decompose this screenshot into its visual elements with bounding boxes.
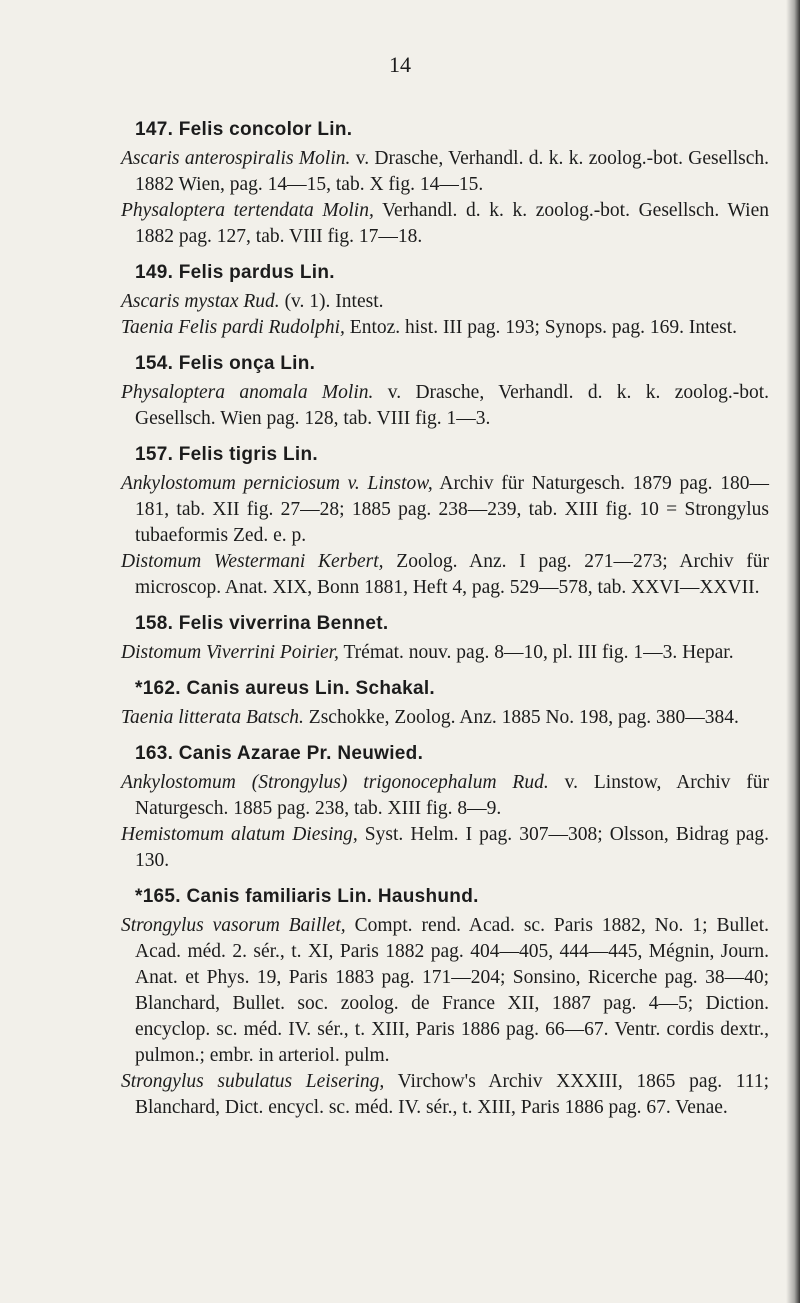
parasite-citation — [121, 198, 769, 250]
parasite-citation — [121, 549, 769, 601]
parasite-name: Taenia litterata Batsch. — [121, 707, 304, 728]
citation-reference: Trémat. nouv. pag. 8—10, pl. III fig. 1—3. Hepar. — [338, 642, 734, 663]
citation-reference: (v. 1). Intest. — [279, 291, 384, 312]
entry-heading: *162. Canis aureus Lin. Schakal. — [135, 678, 436, 699]
citation-reference: Archiv für Naturgesch. 1879 pag. 180—181, tab. XII fig. 27—28; 1885 pag. 238—239, tab. XIII fig. 10 = Strongylus tubaeformis Zed. e. p. — [135, 473, 769, 546]
citation-reference: Syst. Helm. I pag. 307—308; Olsson, Bidrag pag. 130. — [135, 824, 769, 871]
parasite-citation — [121, 913, 769, 1069]
parasite-name: Ascaris anterospiralis Molin. — [121, 148, 351, 169]
host-entry — [121, 742, 769, 874]
parasite-name: Distomum Viverrini Poirier, — [121, 642, 339, 663]
citation-reference: Zoolog. Anz. I pag. 271—273; Archiv für microscop. Anat. XIX, Bonn 1881, Heft 4, pag. 529—578, tab. XXVI—XXVII. — [135, 551, 769, 598]
page-number: 14 — [389, 52, 411, 77]
citation-reference: Zschokke, Zoolog. Anz. 1885 No. 198, pag. 380—384. — [303, 707, 739, 728]
entry-heading: 154. Felis onça Lin. — [135, 353, 316, 374]
document-body — [121, 118, 769, 1132]
citation-reference: v. Drasche, Verhandl. d. k. k. zoolog.-bot. Gesellsch. 1882 Wien, pag. 14—15, tab. X fig. 14—15. — [135, 148, 769, 195]
citation-reference: Verhandl. d. k. k. zoolog.-bot. Gesellsch. Wien 1882 pag. 127, tab. VIII fig. 17—18. — [135, 200, 769, 247]
citation-reference: Virchow's Archiv XXXIII, 1865 pag. 111; Blanchard, Dict. encycl. sc. méd. IV. sér., t. XIII, Paris 1886 pag. 67. Venae. — [135, 1071, 769, 1118]
parasite-citation — [121, 146, 769, 198]
host-entry — [121, 443, 769, 601]
parasite-name: Ankylostomum (Strongylus) trigonocephalum Rud. — [121, 772, 549, 793]
parasite-name: Physaloptera anomala Molin. — [121, 382, 374, 403]
parasite-citation — [121, 380, 769, 432]
entry-heading: 158. Felis viverrina Bennet. — [135, 613, 389, 634]
parasite-name: Hemistomum alatum Diesing, — [121, 824, 358, 845]
parasite-citation — [121, 705, 769, 731]
host-entry — [121, 261, 769, 341]
parasite-citation — [121, 770, 769, 822]
host-entry — [121, 612, 769, 666]
entry-heading: *165. Canis familiaris Lin. Haushund. — [135, 886, 479, 907]
entry-heading: 149. Felis pardus Lin. — [135, 262, 335, 283]
citation-reference: Compt. rend. Acad. sc. Paris 1882, No. 1; Bullet. Acad. méd. 2. sér., t. XI, Paris 1882 pag. 404—405, 444—445, Mégnin, Journ. Anat. et Phys. 19, Paris 1883 pag. 171—204; Sonsino, Ricerche pag. 38—40; Blanchard, Bullet. soc. zoolog. de France XII, 1887 pag. 4—5; Diction. encyclop. sc. méd. IV. sér., t. XIII, Paris 1886 pag. 66—67. Ventr. cordis dextr., pulmon.; embr. in arteriol. pulm. — [135, 915, 769, 1066]
parasite-name: Strongylus vasorum Baillet, — [121, 915, 346, 936]
parasite-citation — [121, 640, 769, 666]
page-edge-shadow — [786, 0, 800, 1303]
host-entry — [121, 885, 769, 1121]
host-entry — [121, 677, 769, 731]
parasite-name: Ascaris mystax Rud. — [121, 291, 280, 312]
citation-reference: Entoz. hist. III pag. 193; Synops. pag. 169. Intest. — [344, 317, 738, 338]
parasite-name: Distomum Westermani Kerbert, — [121, 551, 384, 572]
parasite-citation — [121, 315, 769, 341]
parasite-citation — [121, 822, 769, 874]
parasite-name: Physaloptera tertendata Molin, — [121, 200, 374, 221]
entry-heading: 163. Canis Azarae Pr. Neuwied. — [135, 743, 424, 764]
entry-heading: 157. Felis tigris Lin. — [135, 444, 318, 465]
parasite-citation — [121, 471, 769, 549]
citation-reference: v. Drasche, Verhandl. d. k. k. zoolog.-bot. Gesellsch. Wien pag. 128, tab. VIII fig. 1—3. — [135, 382, 769, 429]
host-entry — [121, 352, 769, 432]
entry-heading: 147. Felis concolor Lin. — [135, 119, 353, 140]
parasite-name: Ankylostomum perniciosum v. Linstow, — [121, 473, 433, 494]
citation-reference: v. Linstow, Archiv für Naturgesch. 1885 pag. 238, tab. XIII fig. 8—9. — [135, 772, 770, 819]
host-entry — [121, 118, 769, 250]
parasite-name: Taenia Felis pardi Rudolphi, — [121, 317, 345, 338]
parasite-name: Strongylus subulatus Leisering, — [121, 1071, 385, 1092]
parasite-citation — [121, 289, 769, 315]
parasite-citation — [121, 1069, 769, 1121]
